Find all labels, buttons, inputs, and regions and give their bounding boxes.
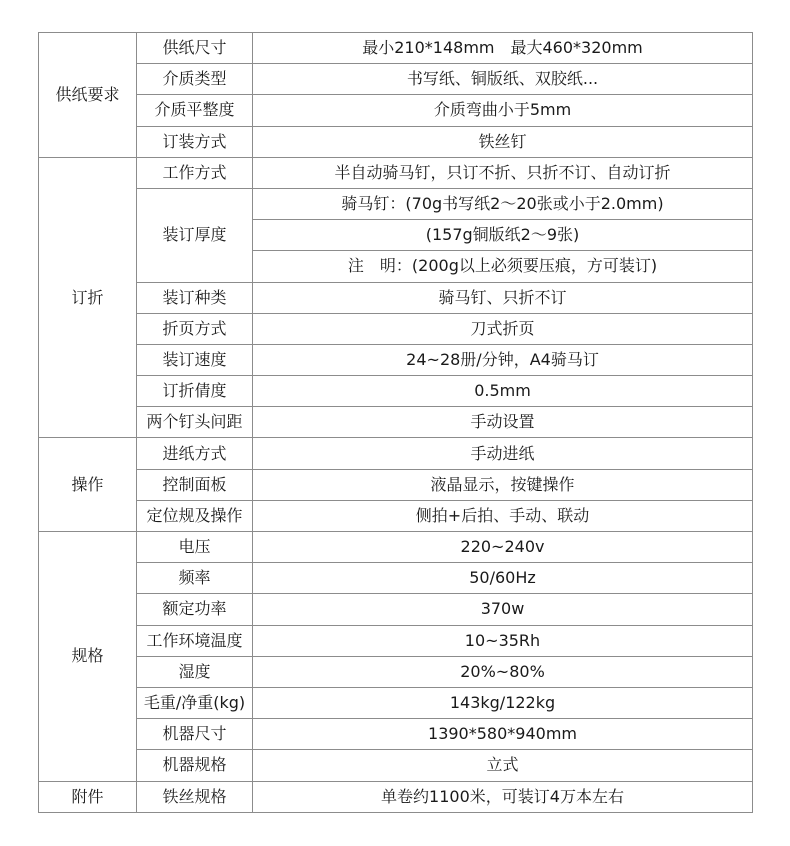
- item-value: 刀式折页: [253, 313, 753, 344]
- table-row: [39, 750, 753, 781]
- item-value: 半自动骑马钉，只订不折、只折不订、自动订折: [253, 157, 753, 188]
- item-value: 介质弯曲小于5mm: [253, 95, 753, 126]
- item-label: 湿度: [137, 656, 253, 687]
- item-label: 进纸方式: [137, 438, 253, 469]
- item-label: 折页方式: [137, 313, 253, 344]
- table-row: [39, 469, 753, 500]
- item-label: 订装方式: [137, 126, 253, 157]
- item-value: 143kg/122kg: [253, 687, 753, 718]
- table-row: [39, 532, 753, 563]
- table-row: [39, 687, 753, 718]
- group-label: 规格: [39, 532, 137, 782]
- item-value: 10~35Rh: [253, 625, 753, 656]
- table-row: [39, 33, 753, 64]
- table-row: [39, 126, 753, 157]
- item-value: 手动设置: [253, 407, 753, 438]
- item-value: 单卷约1100米，可装订4万本左右: [253, 781, 753, 812]
- table-row: [39, 438, 753, 469]
- table-row: [39, 656, 753, 687]
- table-row: [39, 282, 753, 313]
- item-label: 订折倩度: [137, 376, 253, 407]
- spec-table-body: [39, 33, 753, 813]
- group-label: 附件: [39, 781, 137, 812]
- item-value: 手动进纸: [253, 438, 753, 469]
- item-label: 控制面板: [137, 469, 253, 500]
- table-row: [39, 500, 753, 531]
- item-label: 毛重/净重(kg): [137, 687, 253, 718]
- item-value: 注 明：(200g以上必须要压痕，方可装订): [253, 251, 753, 282]
- item-label: 电压: [137, 532, 253, 563]
- table-row: [39, 344, 753, 375]
- item-value: 20%~80%: [253, 656, 753, 687]
- item-value: 1390*580*940mm: [253, 719, 753, 750]
- item-label: 介质类型: [137, 64, 253, 95]
- group-label: 订折: [39, 157, 137, 438]
- item-label: 铁丝规格: [137, 781, 253, 812]
- item-label: 供纸尺寸: [137, 33, 253, 64]
- table-row: [39, 719, 753, 750]
- item-label: 频率: [137, 563, 253, 594]
- item-label: 机器尺寸: [137, 719, 253, 750]
- item-value: 24~28册/分钟，A4骑马订: [253, 344, 753, 375]
- item-label: 定位规及操作: [137, 500, 253, 531]
- item-label: 工作环境温度: [137, 625, 253, 656]
- item-label: 装订速度: [137, 344, 253, 375]
- item-value: 侧拍+后拍、手动、联动: [253, 500, 753, 531]
- item-value: 书写纸、铜版纸、双胶纸...: [253, 64, 753, 95]
- group-label: 供纸要求: [39, 33, 137, 158]
- item-value: 骑马钉、只折不订: [253, 282, 753, 313]
- item-value: 液晶显示，按键操作: [253, 469, 753, 500]
- item-value: (157g铜版纸2～9张): [253, 220, 753, 251]
- group-label: 操作: [39, 438, 137, 532]
- table-row: [39, 407, 753, 438]
- table-row: [39, 781, 753, 812]
- item-label: 额定功率: [137, 594, 253, 625]
- item-label: 工作方式: [137, 157, 253, 188]
- table-row: [39, 157, 753, 188]
- table-row: [39, 563, 753, 594]
- item-label: 介质平整度: [137, 95, 253, 126]
- item-label: 机器规格: [137, 750, 253, 781]
- item-value: 50/60Hz: [253, 563, 753, 594]
- table-row: [39, 625, 753, 656]
- item-value: 370w: [253, 594, 753, 625]
- item-value: 铁丝钉: [253, 126, 753, 157]
- item-label: 装订种类: [137, 282, 253, 313]
- item-value: 220~240v: [253, 532, 753, 563]
- item-value: 最小210*148mm 最大460*320mm: [253, 33, 753, 64]
- table-row: [39, 376, 753, 407]
- item-value: 0.5mm: [253, 376, 753, 407]
- table-row: [39, 188, 753, 219]
- table-row: [39, 95, 753, 126]
- item-value: 立式: [253, 750, 753, 781]
- table-row: [39, 594, 753, 625]
- table-row: [39, 313, 753, 344]
- spec-table: [38, 32, 753, 813]
- table-row: [39, 64, 753, 95]
- item-label: 两个钉头问距: [137, 407, 253, 438]
- item-label: 装订厚度: [137, 188, 253, 282]
- item-value: 骑马钉：(70g书写纸2～20张或小于2.0mm): [253, 188, 753, 219]
